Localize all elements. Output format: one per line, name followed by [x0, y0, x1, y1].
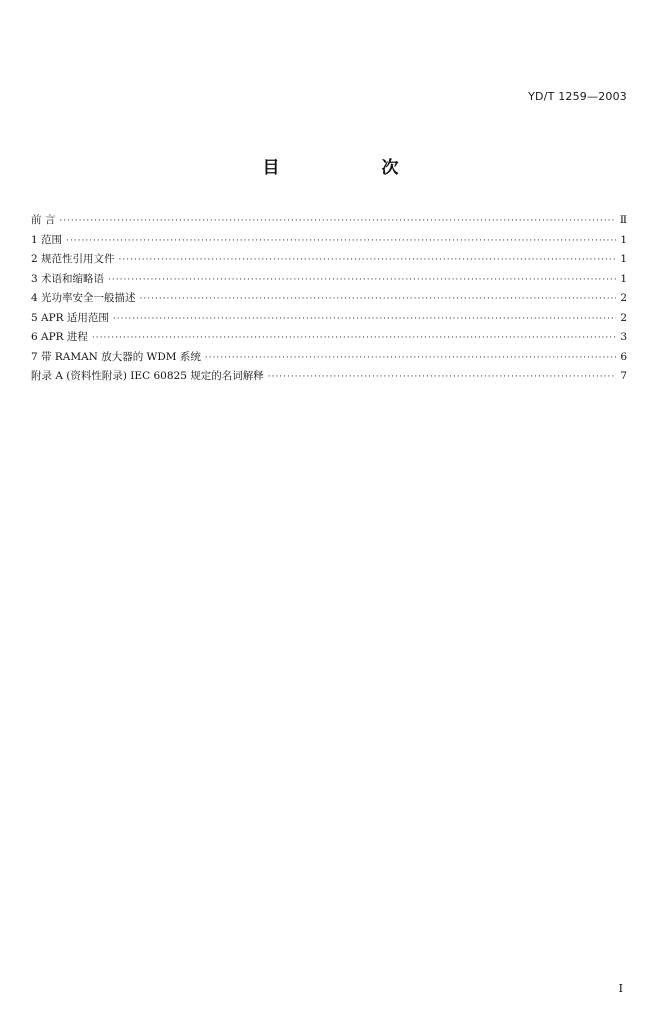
toc-entry-label: 附录 A (资料性附录) IEC 60825 规定的名词解释	[31, 370, 264, 382]
toc-entry-label: 5 APR 适用范围	[31, 311, 109, 324]
toc-dot-leader	[108, 271, 616, 291]
toc-dot-leader	[66, 232, 616, 252]
toc-entry-label: 1 范围	[31, 233, 63, 246]
toc-entry-label: 2 规范性引用文件	[31, 253, 115, 265]
toc-dot-leader	[59, 212, 616, 232]
toc-entry-page: 2	[620, 292, 627, 304]
toc-dot-leader	[268, 368, 616, 388]
toc-entry-label: 7 带 RAMAN 放大器的 WDM 系统	[31, 350, 201, 363]
toc-entry-page: 1	[620, 253, 627, 265]
toc-entry-apr-scope[interactable]	[31, 309, 627, 329]
toc-dot-leader	[140, 290, 616, 310]
table-of-contents	[31, 211, 627, 387]
standard-number: YD/T 1259—2003	[528, 90, 627, 103]
toc-entry-page: 1	[620, 272, 627, 285]
toc-entry-label: 6 APR 进程	[31, 331, 88, 343]
toc-entry-page: 6	[620, 350, 627, 363]
toc-entry-scope[interactable]	[31, 231, 627, 251]
page-title: 目 次	[262, 158, 447, 178]
page-number: I	[618, 982, 623, 995]
toc-entry-page: 2	[620, 311, 627, 324]
toc-dot-leader	[113, 310, 616, 330]
toc-dot-leader	[92, 329, 616, 349]
toc-dot-leader	[205, 349, 616, 369]
toc-entry-appendix-a[interactable]	[31, 367, 627, 387]
toc-entry-page: 1	[620, 233, 627, 246]
toc-entry-page: 3	[620, 331, 627, 343]
toc-entry-label: 前 言	[31, 214, 56, 226]
toc-dot-leader	[119, 251, 616, 271]
toc-entry-apr-process[interactable]	[31, 328, 627, 348]
toc-entry-page: 7	[620, 370, 627, 382]
toc-entry-label: 3 术语和缩略语	[31, 272, 105, 285]
toc-entry-page: Ⅱ	[619, 214, 627, 226]
toc-entry-terms[interactable]	[31, 270, 627, 290]
toc-entry-foreword[interactable]	[31, 211, 627, 231]
toc-entry-normative-references[interactable]	[31, 250, 627, 270]
toc-entry-optical-power-safety[interactable]	[31, 289, 627, 309]
toc-entry-raman-wdm[interactable]	[31, 348, 627, 368]
toc-entry-label: 4 光功率安全一般描述	[31, 292, 136, 304]
